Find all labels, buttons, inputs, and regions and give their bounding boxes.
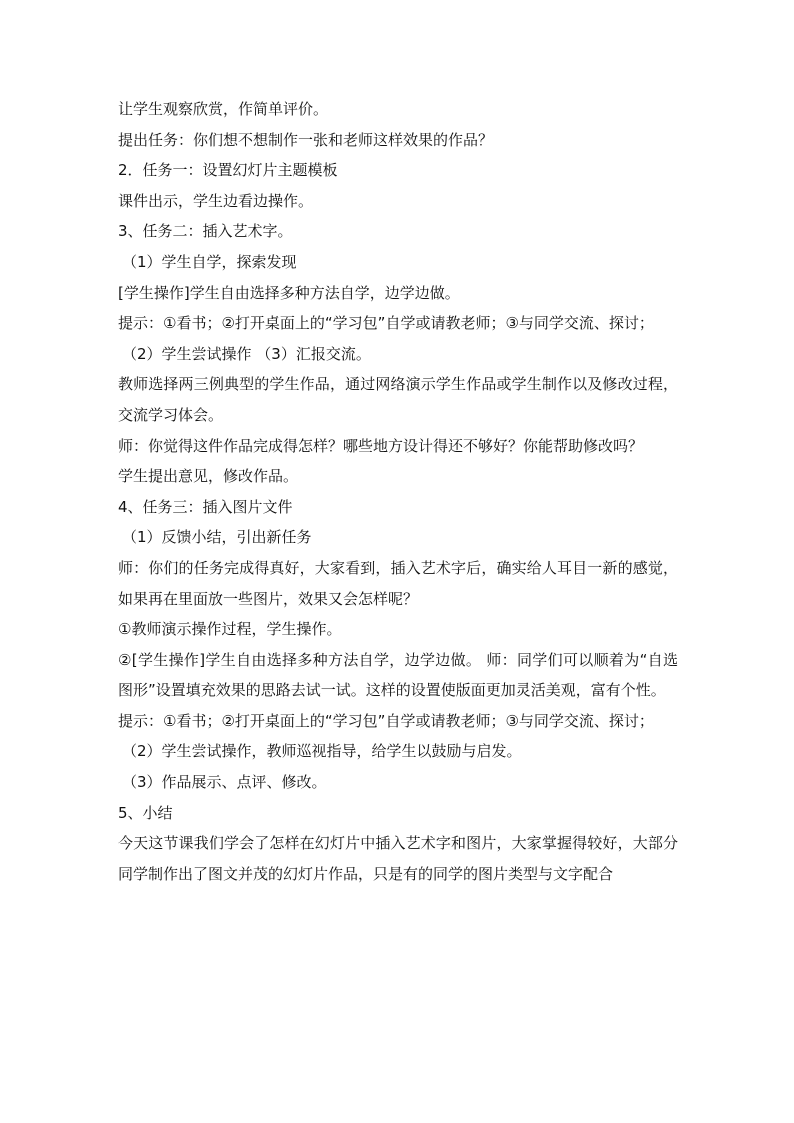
paragraph-courseware: 课件出示，学生边看边操作。 (118, 191, 314, 210)
paragraph-task-question: 提出任务：你们想不想制作一张和老师这样效果的作品？ (118, 130, 494, 149)
paragraph-try-report: （2）学生尝试操作 （3）汇报交流。 (122, 344, 371, 363)
paragraph-demo: ①教师演示操作过程，学生操作。 (118, 620, 342, 639)
paragraph-teacher-question: 师：你觉得这件作品完成得怎样？哪些地方设计得还不够好？你能帮助修改吗？ (118, 436, 644, 455)
heading-task-two: 3、任务二：插入艺术字。 (118, 222, 293, 241)
paragraph-hints-one: 提示：①看书；②打开桌面上的“学习包”自学或请教老师；③与同学交流、探讨； (118, 314, 654, 333)
paragraph-self-study: （1）学生自学，探索发现 (122, 252, 297, 271)
heading-summary: 5、小结 (118, 803, 173, 822)
heading-task-one: 2．任务一：设置幻灯片主题模板 (118, 161, 338, 180)
paragraph-student-feedback: 学生提出意见，修改作品。 (118, 467, 299, 486)
paragraph-evaluation: 让学生观察欣赏，作简单评价。 (118, 100, 329, 118)
paragraph-summary-text: 今天这节课我们学会了怎样在幻灯片中插入艺术字和图片，大家掌握得较好，大部分同学制作出了图文并茂的幻灯片作品，只是有的同学的图片类型与文字配合 (118, 834, 678, 883)
document-body (118, 94, 678, 889)
paragraph-teacher-comment: 师：你们的任务完成得真好，大家看到，插入艺术字后，确实给人耳目一新的感觉，如果再在里面放一些图片，效果又会怎样呢？ (118, 558, 678, 608)
paragraph-guidance: （2）学生尝试操作，教师巡视指导，给学生以鼓励与启发。 (122, 742, 522, 761)
paragraph-hints-two: 提示：①看书；②打开桌面上的“学习包”自学或请教老师；③与同学交流、探讨； (118, 711, 654, 730)
paragraph-feedback-summary: （1）反馈小结，引出新任务 (122, 528, 312, 547)
paragraph-teacher-selection: 教师选择两三例典型的学生作品，通过网络演示学生作品或学生制作以及修改过程，交流学习体会。 (118, 375, 678, 424)
heading-task-three: 4、任务三：插入图片文件 (118, 497, 293, 516)
paragraph-showcase: （3）作品展示、点评、修改。 (122, 773, 327, 792)
paragraph-autoshape-fill: ②[学生操作]学生自由选择多种方法自学，边学边做。 师：同学们可以顺着为“自选图形”设置填充效果的思路去试一试。这样的设置使版面更加灵活美观，富有个性。 (118, 650, 678, 700)
paragraph-student-operation: [学生操作]学生自由选择多种方法自学，边学边做。 (118, 283, 460, 302)
